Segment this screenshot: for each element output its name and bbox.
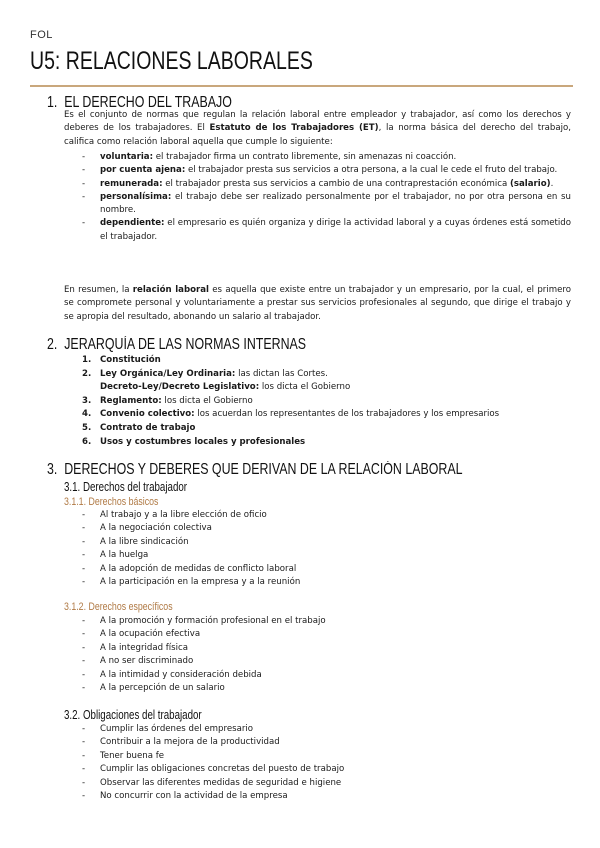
list-item: 5. Contrato de trabajo — [82, 422, 196, 433]
list-item: 1. Constitución — [82, 355, 161, 365]
list-item: - A la promoción y formación profesional en el trabajo — [78, 615, 571, 628]
list-item: - A la intimidad y consideración debida — [78, 669, 571, 682]
list-item: - dependiente: el empresario es quién organiza y dirige la actividad laboral y a cuyas órdenes está sometido el trabajador. — [78, 217, 571, 244]
list-item: - A la libre sindicación — [78, 536, 571, 549]
subject-label: FOL — [30, 29, 53, 41]
list-item: 3. Reglamento: los dicta el Gobierno — [82, 395, 253, 406]
list-item: - A la integridad física — [78, 642, 571, 655]
section-3-heading: 3. DERECHOS Y DEBERES QUE DERIVAN DE LA RELACIÓN LABORAL — [47, 461, 463, 478]
list-item: - Tener buena fe — [78, 750, 571, 763]
subsection-3-1-heading: 3.1. Derechos del trabajador — [64, 480, 188, 494]
basic-rights-list — [78, 509, 571, 589]
list-item: Decreto-Ley/Decreto Legislativo: los dicta el Gobierno — [100, 382, 351, 393]
list-item: - Cumplir las órdenes del empresario — [78, 723, 571, 736]
list-item: - A no ser discriminado — [78, 655, 571, 668]
section-1-heading: 1. EL DERECHO DEL TRABAJO — [47, 94, 232, 111]
subsection-3-1-2-heading: 3.1.2. Derechos específicos — [64, 601, 173, 613]
list-item: - Observar las diferentes medidas de seguridad e higiene — [78, 777, 571, 790]
list-item: - No concurrir con la actividad de la empresa — [78, 790, 571, 803]
list-item: - Cumplir las obligaciones concretas del puesto de trabajo — [78, 763, 571, 776]
list-item: - A la huelga — [78, 549, 571, 562]
list-item: 2. Ley Orgánica/Ley Ordinaria: las dictan las Cortes. — [82, 368, 328, 379]
list-item: - A la ocupación efectiva — [78, 628, 571, 641]
list-item: - Al trabajo y a la libre elección de oficio — [78, 509, 571, 522]
list-item: - remunerada: el trabajador presta sus servicios a cambio de una contraprestación económica (salario). — [78, 178, 571, 191]
list-item: - voluntaria: el trabajador firma un contrato libremente, sin amenazas ni coacción. — [78, 151, 571, 164]
section-1-summary: En resumen, la relación laboral es aquella que existe entre un trabajador y un empresario, por la cual, el primero se compromete personal y voluntariamente a prestar sus servicios profesionales al segundo, que dirige el trabajo y se apropia del resultado, abonando un salario al trabajador. — [64, 285, 571, 322]
list-item: 4. Convenio colectivo: los acuerdan los representantes de los trabajadores y los empresarios — [82, 409, 500, 420]
list-item: 6. Usos y costumbres locales y profesionales — [82, 436, 306, 447]
list-item: - A la negociación colectiva — [78, 522, 571, 535]
relation-traits-list — [78, 151, 571, 244]
list-item: - por cuenta ajena: el trabajador presta sus servicios a otra persona, a la cual le cede el fruto del trabajo. — [78, 164, 571, 177]
list-item: - A la participación en la empresa y a la reunión — [78, 576, 571, 589]
title-divider — [30, 85, 573, 87]
norms-hierarchy-list — [80, 354, 570, 449]
subsection-3-1-1-heading: 3.1.1. Derechos básicos — [64, 496, 159, 508]
page-title: U5: RELACIONES LABORALES — [30, 47, 313, 75]
list-item: - A la adopción de medidas de conflicto laboral — [78, 563, 571, 576]
obligations-list — [78, 723, 571, 803]
section-1-intro: Es el conjunto de normas que regulan la relación laboral entre empleador y trabajador, así como los derechos y deberes de los trabajadores. El Estatuto de los Trabajadores (ET), la norma básica del derecho del trabajo, califica como relación laboral aquella que cumple lo siguiente: — [64, 110, 571, 147]
subsection-3-2-heading: 3.2. Obligaciones del trabajador — [64, 708, 202, 722]
specific-rights-list — [78, 615, 571, 695]
section-2-heading: 2. JERARQUÍA DE LAS NORMAS INTERNAS — [47, 336, 307, 353]
list-item: - personalísima: el trabajo debe ser realizado personalmente por el trabajador, no por otra persona en su nombre. — [78, 191, 571, 218]
list-item: - A la percepción de un salario — [78, 682, 571, 695]
list-item: - Contribuir a la mejora de la productividad — [78, 736, 571, 749]
